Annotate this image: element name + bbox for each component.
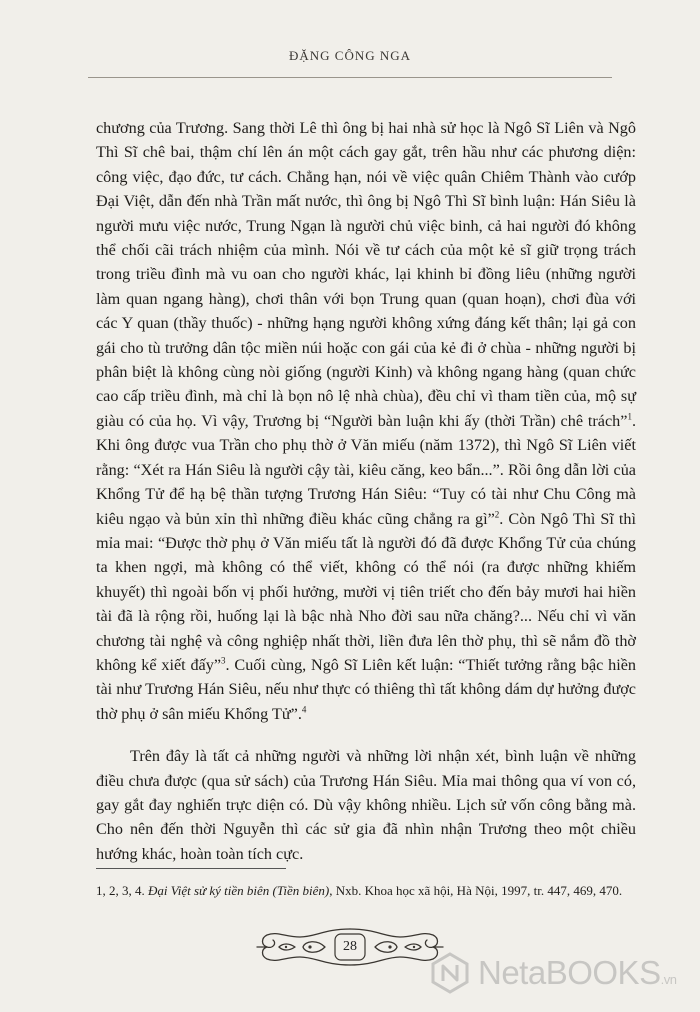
paragraph-1-text-d: . Cuối cùng, Ngô Sĩ Liên kết luận: “Thiết tưởng rằng bậc hiền tài như Trương Hán Siêu, nếu như thực có thiêng thì tất không dám dự hưởng được thờ phụ ở sân miếu Khổng Tử”. [96,655,637,723]
page-number: 28 [343,939,357,954]
running-title: ĐẶNG CÔNG NGA [288,48,412,63]
footnote-ref-2: 2 [494,509,500,520]
watermark-suffix: .vn [660,972,677,987]
watermark-text [478,954,676,992]
footnote-ref-4: 4 [301,704,307,715]
footnote-refs: 1, 2, 3, 4. [96,883,145,898]
footnote-rule [96,868,286,869]
footnote-publication: , Nxb. Khoa học xã hội, Hà Nội, 1997, tr. 447, 469, 470. [329,883,623,898]
footnote-book-title: Đại Việt sử ký tiền biên (Tiền biên) [148,883,330,898]
paragraph-1-text-a: chương của Trương. Sang thời Lê thì ông bị hai nhà sử học là Ngô Sĩ Liên và Ngô Thì Sĩ chê bai, thậm chí lên án một cách gay gắt, trên hầu như các phương diện: công việc, đạo đức, tư cách. Chẳng hạn, nói về việc quân Chiêm Thành vào cướp Đại Việt, dẫn đến nhà Trần mất nước, thì ông bị Ngô Thì Sĩ bình luận: Hán Siêu là người mưu việc nước, Trung Ngạn là người chủ việc binh, cả hai người đó không thể chối cãi trách nhiệm của mình. Nói về tư cách của một kẻ sĩ giữ trọng trách trong triều đình mà vu oan cho người khác, lại khinh bỉ đồng liêu (những người làm quan ngang hàng), chơi thân với bọn Trung quan (quan hoạn), chơi đùa với các Y quan (thầy thuốc) - những hạng người không xứng đáng kết thân; lại gả con gái cho tù trưởng dân tộc miền núi hoặc con gái của kẻ đi ở chùa - những người bị phân biệt là không cùng nòi giống (người Kinh) và không ngang hàng (quan chức cao cấp triều đình, mà chỉ là bọn nô lệ nhà chùa), đều chỉ vì tham tiền của, mộ sự giàu có của họ. Vì vậy, Trương bị “Người bàn luận khi ấy (thời Trần) chê trách” [96,119,636,430]
paragraph-2: Trên đây là tất cả những người và những lời nhận xét, bình luận về những điều chưa được (qua sử sách) của Trương Hán Siêu. Mỉa mai thông qua ví von có, gay gắt đay nghiến trực diện có. Dù vậy không nhiều. Lịch sử vốn công bằng mà. Cho nên đến thời Nguyễn thì các sử gia đã nhìn nhận Trương theo một chiều hướng khác, hoàn toàn tích cực. [96,747,636,863]
footnote [96,882,641,900]
footnote-ref-3: 3 [221,655,226,666]
paragraph-1 [96,116,636,726]
main-text [96,116,636,866]
netabooks-logo-icon [428,951,472,995]
header-rule [88,77,612,78]
footnote-ref-1: 1 [627,411,632,422]
paragraph-1-text-c: . Còn Ngô Thì Sĩ thì mỉa mai: “Được thờ phụ ở Văn miếu tất là người đó đã được Khổng Tử của chúng ta khen ngợi, mà không có thể viết, không có thể nói (ra được những khiếm khuyết) thì ngoài bốn vị phối hưởng, mười vị tiên triết cho đến bảy mươi hai hiền tài đã là rộng rồi, huống lại là bậc nhà Nho đời sau nữa chăng?... Nếu chỉ vì văn chương tài nghệ và công nghiệp nhất thời, liền đưa lên thờ phụ, thì sẽ nắm đồ thờ không kể xiết đấy” [96,509,636,674]
paragraph-1-text-b: . Khi ông được vua Trần cho phụ thờ ở Văn miếu (năm 1372), thì Ngô Sĩ Liên viết rằng: “Xét ra Hán Siêu là người cậy tài, kiêu căng, keo bẩn...”. Rồi ông dẫn lời của Khổng Tử để hạ bệ thần tượng Trương Hán Siêu: “Tuy có tài như Chu Công mà kiêu ngạo và bủn xỉn thì những điều khác cũng chẳng ra gì” [96,411,636,528]
watermark-brand: NetaBOOKS [478,954,661,991]
watermark [428,948,690,998]
